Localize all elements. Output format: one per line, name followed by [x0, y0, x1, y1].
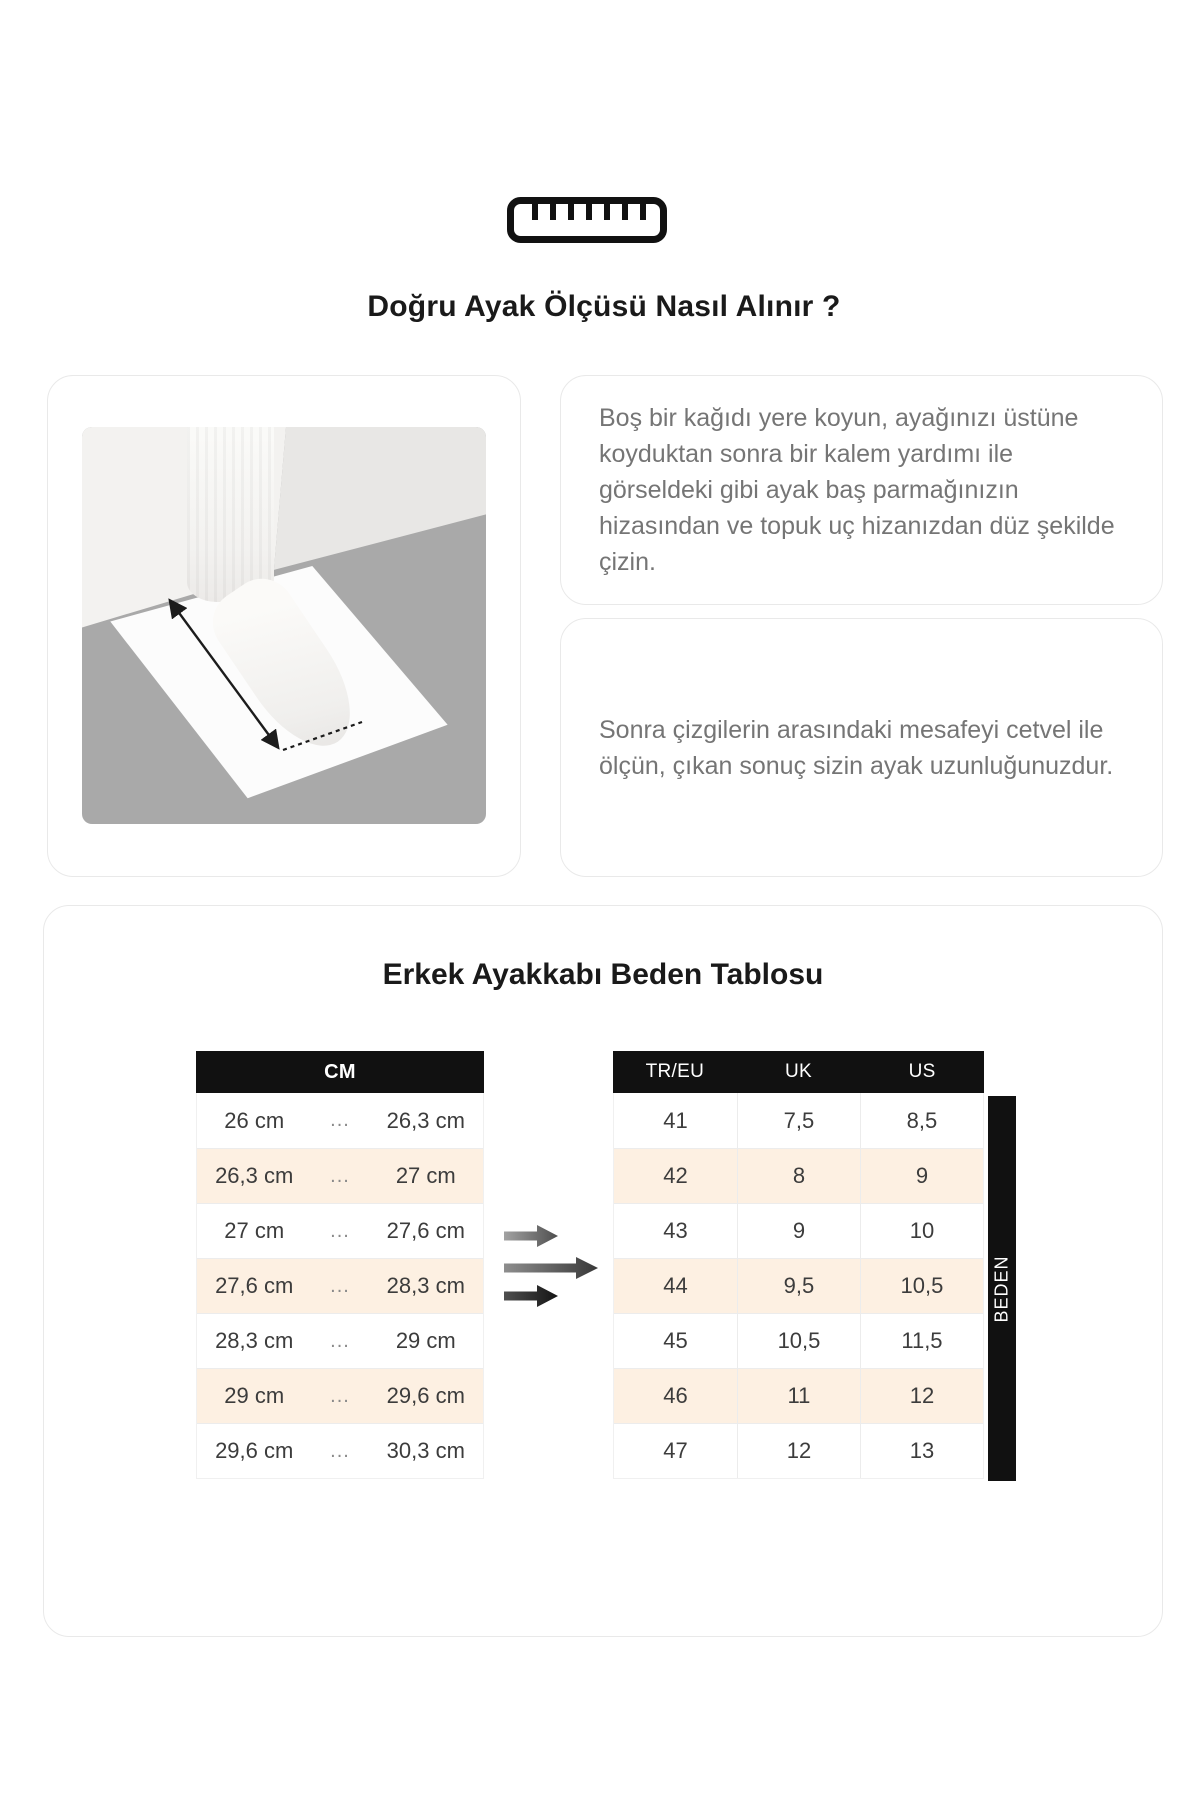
size-column-header: TR/EU: [645, 1061, 705, 1082]
range-dots: ...: [330, 1384, 350, 1407]
cm-table-row: [197, 1368, 483, 1423]
cm-table-row: [197, 1093, 483, 1148]
cm-table-body: [196, 1093, 484, 1479]
cm-table-row: [197, 1148, 483, 1203]
cm-to-value: 29,6 cm: [386, 1383, 465, 1408]
cm-table-row: [197, 1203, 483, 1258]
size-table-row: [614, 1093, 983, 1148]
cm-from-value: 26 cm: [224, 1107, 285, 1133]
size-table-title: Erkek Ayakkabı Beden Tablosu: [382, 958, 824, 991]
size-table-row: [614, 1148, 983, 1203]
cm-to-value: 26,3 cm: [386, 1107, 465, 1133]
size-conversion-table: [613, 1051, 984, 1479]
size-value-tr-eu: 41: [663, 1107, 688, 1133]
cm-table-row: [197, 1313, 483, 1368]
size-value-uk: 12: [737, 1424, 860, 1478]
cm-table-row: [197, 1258, 483, 1313]
size-value-us: 12: [860, 1369, 983, 1423]
size-axis-label: BEDEN: [991, 1254, 1012, 1323]
foot-photo-card: [47, 375, 521, 877]
measure-arrow-icon: [82, 427, 486, 824]
size-value-tr-eu: 44: [663, 1273, 688, 1298]
size-value-us: 13: [860, 1424, 983, 1478]
size-table-row: [614, 1368, 983, 1423]
cm-from-value: 29,6 cm: [215, 1438, 294, 1463]
cm-from-value: 28,3 cm: [215, 1328, 294, 1353]
instruction-text-1: Boş bir kağıdı yere koyun, ayağınızı üstüne koyduktan sonra bir kalem yardımı ile görseldeki gibi ayak baş parmağınızın hizasından ve topuk uç hizanızdan düz şekilde çizin.: [599, 404, 1115, 576]
size-table-header-row: [613, 1051, 984, 1093]
size-column-header: UK: [785, 1061, 812, 1082]
cm-from-value: 27 cm: [224, 1218, 285, 1243]
size-table-row: [614, 1423, 983, 1478]
size-value-us: 10,5: [860, 1259, 983, 1313]
size-value-uk: 9: [737, 1204, 860, 1258]
range-dots: ...: [330, 1329, 350, 1352]
cm-table: [196, 1051, 484, 1479]
ruler-icon: [507, 197, 667, 243]
size-table-card: [43, 905, 1163, 1637]
size-value-tr-eu: 43: [663, 1218, 688, 1243]
instruction-box-1: [560, 375, 1163, 605]
cm-from-value: 26,3 cm: [215, 1163, 294, 1188]
cm-to-value: 29 cm: [395, 1328, 456, 1353]
range-dots: ...: [330, 1219, 350, 1242]
size-value-tr-eu: 42: [663, 1163, 688, 1188]
size-table-row: [614, 1258, 983, 1313]
size-value-us: 11,5: [860, 1314, 983, 1368]
range-dots: ...: [330, 1439, 350, 1462]
conversion-arrows-icon: [504, 1223, 598, 1309]
size-value-uk: 9,5: [737, 1259, 860, 1313]
cm-to-value: 27 cm: [395, 1163, 456, 1188]
size-column-header: US: [908, 1061, 936, 1082]
instruction-box-2: [560, 618, 1163, 877]
cm-table-row: [197, 1423, 483, 1478]
cm-to-value: 28,3 cm: [386, 1273, 465, 1298]
instruction-text-2: Sonra çizgilerin arasındaki mesafeyi cetvel ile ölçün, çıkan sonuç sizin ayak uzunluğunuzdur.: [599, 715, 1114, 780]
size-value-us: 10: [860, 1204, 983, 1258]
size-table-row: [614, 1313, 983, 1368]
size-value-tr-eu: 45: [663, 1328, 688, 1353]
size-value-us: 9: [860, 1149, 983, 1203]
cm-table-header: CM: [196, 1051, 484, 1093]
size-value-tr-eu: 46: [663, 1383, 688, 1408]
size-value-uk: 10,5: [737, 1314, 860, 1368]
size-axis-label-bar: [988, 1096, 1016, 1481]
size-value-us: 8,5: [860, 1093, 983, 1148]
cm-to-value: 30,3 cm: [386, 1438, 465, 1463]
size-value-uk: 8: [737, 1149, 860, 1203]
size-value-uk: 11: [737, 1369, 860, 1423]
range-dots: ...: [330, 1109, 350, 1131]
toe-dash-line: [283, 722, 362, 750]
cm-to-value: 27,6 cm: [386, 1218, 465, 1243]
cm-from-value: 29 cm: [224, 1383, 285, 1408]
range-dots: ...: [330, 1164, 350, 1187]
foot-measurement-photo: [82, 427, 486, 824]
page-title: Doğru Ayak Ölçüsü Nasıl Alınır ?: [367, 290, 841, 323]
size-table-body: [613, 1093, 984, 1479]
range-dots: ...: [330, 1274, 350, 1297]
cm-from-value: 27,6 cm: [215, 1273, 294, 1298]
size-value-uk: 7,5: [737, 1093, 860, 1148]
size-table-row: [614, 1203, 983, 1258]
size-value-tr-eu: 47: [663, 1438, 688, 1463]
